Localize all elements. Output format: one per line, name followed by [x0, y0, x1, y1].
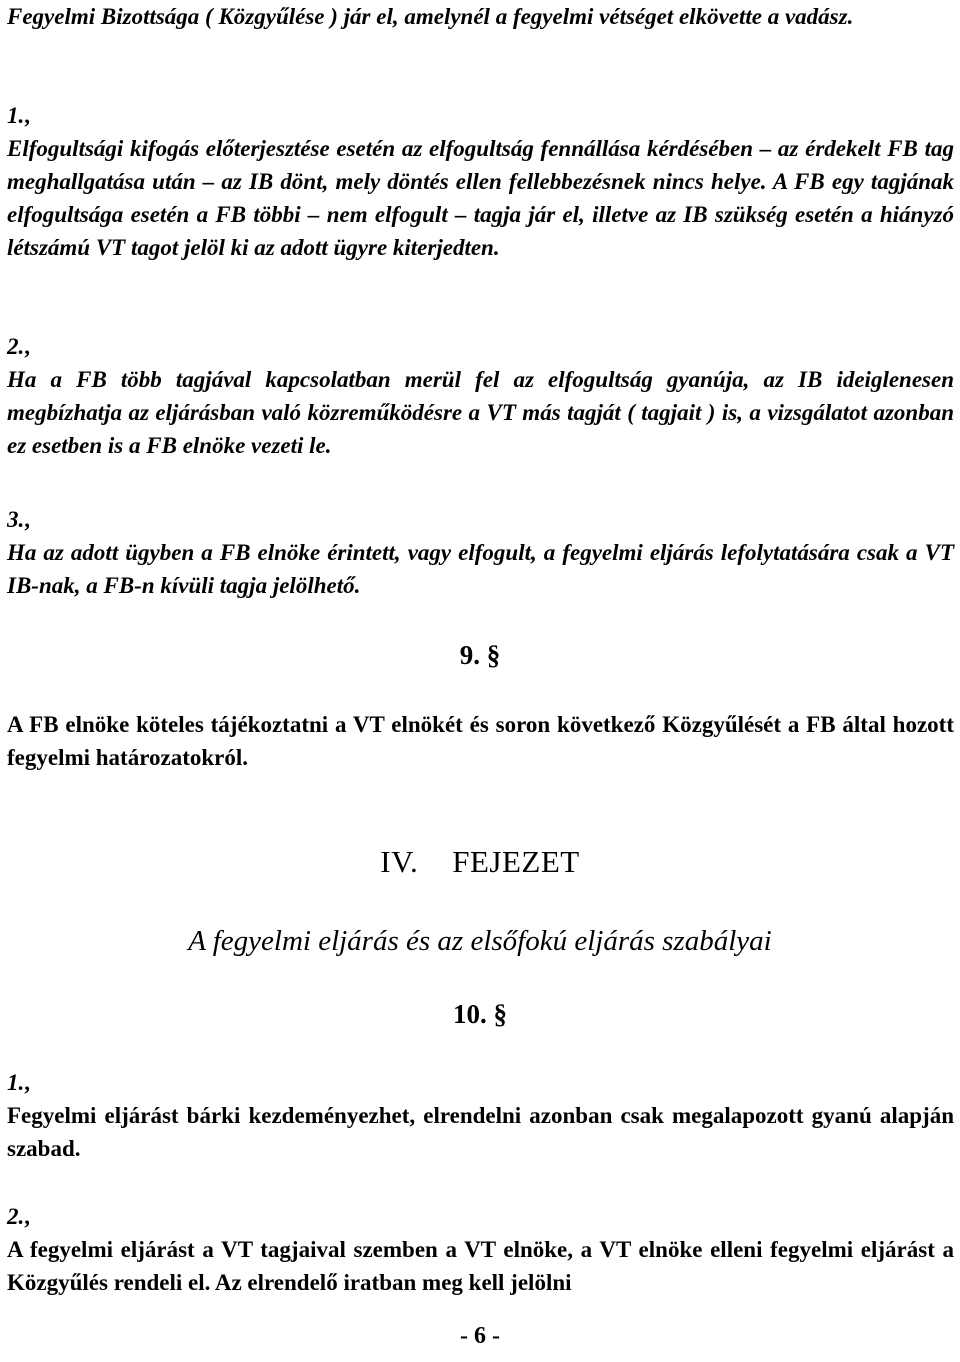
paragraph-text-emphasis: A FB egy tagjának elfogultsága esetén a FB többi – nem elfogult – tagja jár el, illetve az IB szükség esetén a hiányzó létszámú VT tagot jelöl ki az adott ügyre kiterjedten. — [7, 169, 954, 260]
item-number — [7, 1200, 30, 1233]
item-number — [7, 1066, 30, 1099]
paragraph-8-1 — [7, 132, 954, 264]
item-number-digit: 2. — [7, 334, 25, 359]
intro-paragraph — [7, 0, 954, 33]
chapter-number: IV. — [380, 844, 419, 879]
item-number-comma: , — [24, 1070, 30, 1095]
item-number-digit: 3. — [7, 507, 25, 532]
paragraph-text: A fegyelmi eljárást a VT tagjaival szemben a VT elnöke, a VT elnöke elleni fegyelmi eljárást a Közgyűlés rendeli el. Az elrendelő iratban meg kell jelölni — [7, 1237, 954, 1295]
paragraph-text: A FB elnöke köteles tájékoztatni a VT elnökét és soron következő Közgyűlését a FB által hozott fegyelmi határozatokról. — [7, 712, 954, 770]
paragraph-8-2 — [7, 363, 954, 462]
page-number: - 6 - — [460, 1323, 500, 1349]
section-heading-9: 9. § — [459, 640, 501, 670]
paragraph-text: Ha a FB több tagjával kapcsolatban merül fel az elfogultság gyanúja, az IB ideiglenesen megbízhatja az eljárásban való közreműködésre a VT más tagját ( tagjait ) is, a vizsgálatot azonban ez esetben is a FB elnöke vezeti le. — [7, 367, 954, 458]
paragraph-10-2 — [7, 1233, 954, 1299]
paragraph-text: Fegyelmi eljárást bárki kezdeményezhet, elrendelni azonban csak megalapozott gyanú alapján szabad. — [7, 1103, 954, 1161]
paragraph-text: Elfogultsági kifogás előterjesztése esetén az elfogultság fennállása kérdésében – az érdekelt FB tag meghallgatása után – az IB dönt, mely döntés ellen fellebbezésnek nincs helye. — [7, 136, 954, 194]
item-number-comma: , — [24, 507, 30, 532]
paragraph-8-3 — [7, 536, 954, 602]
chapter-subtitle: A fegyelmi eljárás és az elsőfokú eljárás szabályai — [188, 925, 772, 957]
chapter-heading — [0, 842, 960, 882]
item-number — [7, 330, 30, 363]
intro-text: Fegyelmi Bizottsága ( Közgyűlése ) jár el, amelynél a fegyelmi vétséget elkövette a vadász. — [7, 4, 854, 29]
item-number — [7, 99, 30, 132]
paragraph-text: Ha az adott ügyben a FB elnöke érintett, vagy elfogult, a fegyelmi eljárás lefolytatására csak a VT IB-nak, a FB-n kívüli tagja jelölhető. — [7, 540, 954, 598]
item-number-comma: , — [24, 103, 30, 128]
paragraph-9 — [7, 708, 954, 774]
item-number-digit: 1. — [7, 103, 25, 128]
chapter-title: FEJEZET — [452, 844, 580, 879]
item-number-comma: , — [24, 1204, 30, 1229]
item-number-comma: , — [24, 334, 30, 359]
item-number-digit: 1. — [7, 1070, 25, 1095]
item-number — [7, 503, 30, 536]
item-number-digit: 2. — [7, 1204, 25, 1229]
section-heading-10: 10. § — [453, 999, 507, 1029]
paragraph-10-1 — [7, 1099, 954, 1165]
